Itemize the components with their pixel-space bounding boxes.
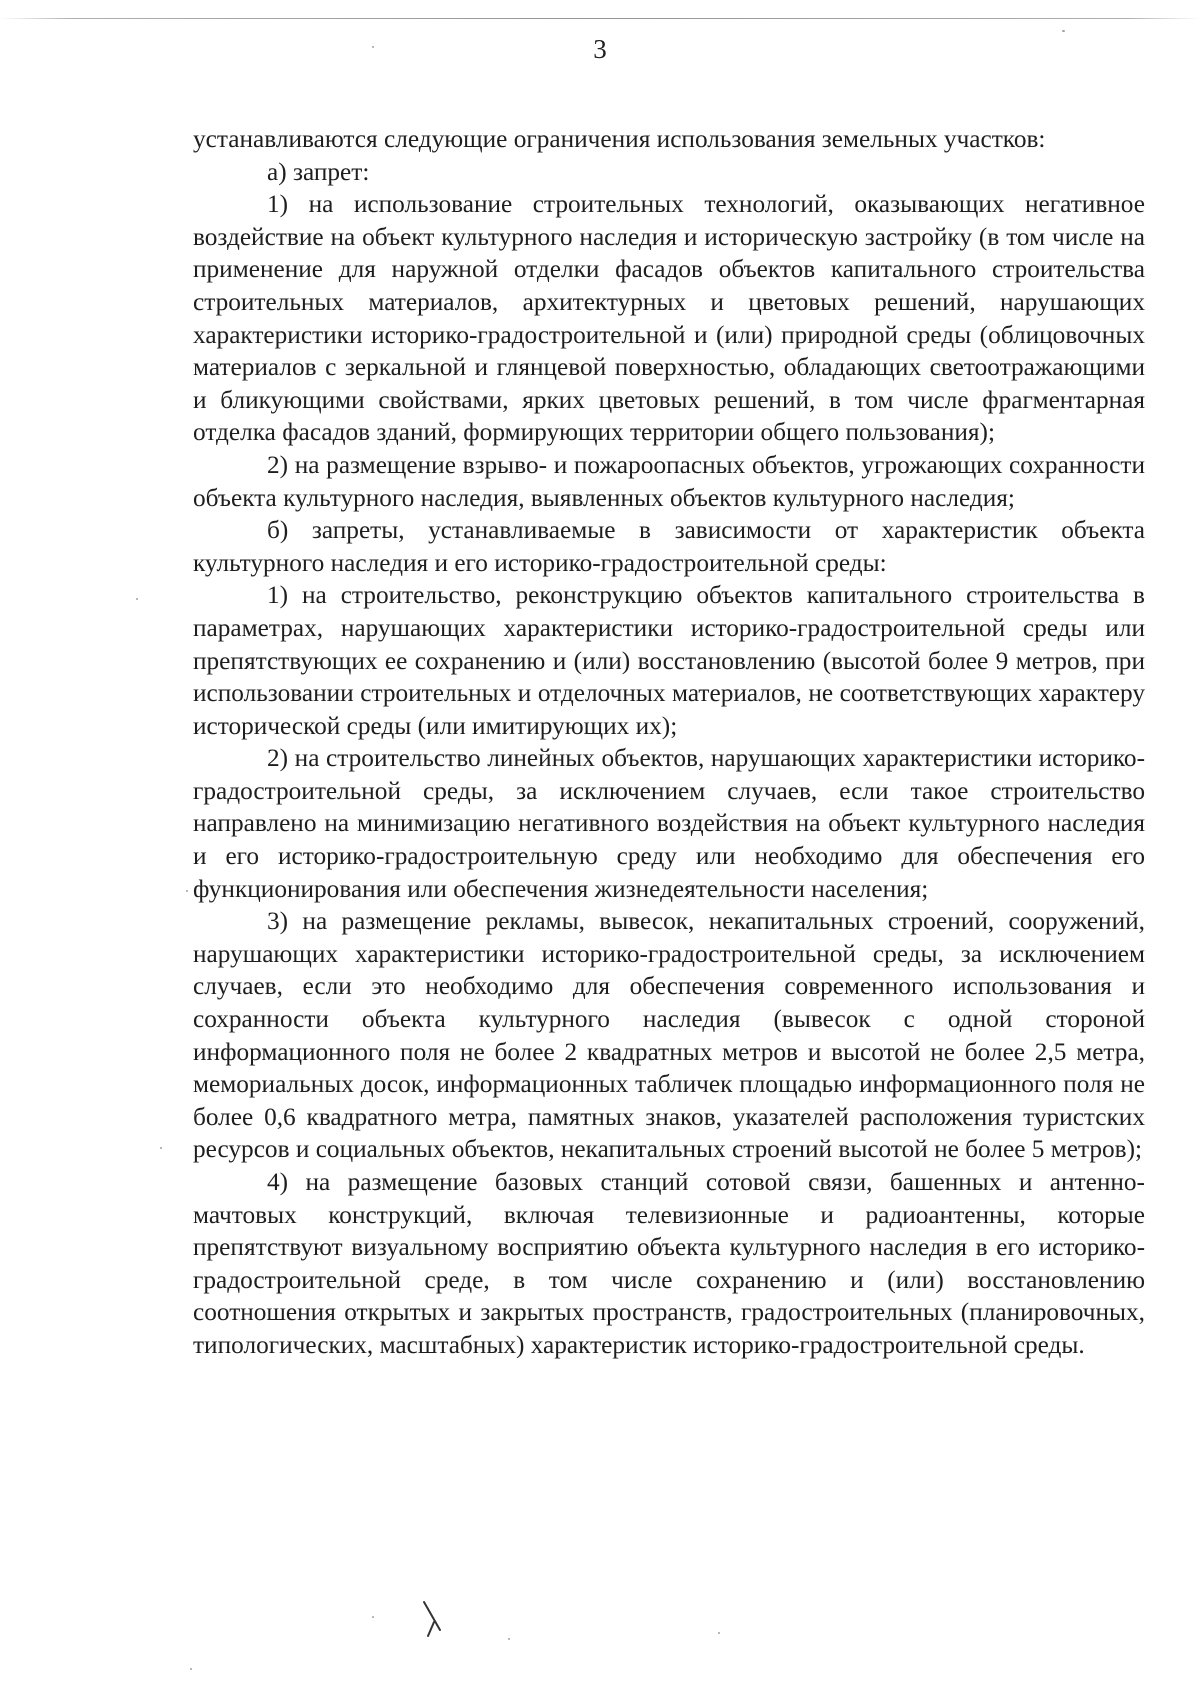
paragraph-item-b: б) запреты, устанавливаемые в зависимости от характеристик объекта культурного наследия и его историко-градостроительной среды: [193,516,1145,577]
scan-speck [508,1638,510,1640]
scan-top-edge-line [0,18,1200,19]
pen-mark-icon [420,1600,446,1640]
paragraph-item-b2: 2) на строительство линейных объектов, нарушающих характеристики историко-градостроительной среды, за исключением случаев, если такое строительство направлено на минимизацию негативного воздействия на объект культурного наследия и его историко-градостроительную среду или необходимо для обеспечения его функционирования или обеспечения жизнедеятельности населения; [193,744,1145,903]
scan-speck [1062,30,1065,32]
scan-speck [372,46,374,48]
paragraph-item-b1: 1) на строительство, реконструкцию объектов капитального строительства в параметрах, нарушающих характеристики историко-градостроительной среды или препятствующих ее сохранению и (или) восстановлению (высотой более 9 метров, при использовании строительных и отделочных материалов, не соответствующих характеру исторической среды (или имитирующих их); [193,581,1145,740]
paragraph-item-a1: 1) на использование строительных технологий, оказывающих негативное воздействие на объект культурного наследия и историческую застройку (в том числе на применение для наружной отделки фасадов объектов капитального строительства строительных материалов, архитектурных и цветовых решений, нарушающих характеристики историко-градостроительной и (или) природной среды (облицовочных материалов с зеркальной и глянцевой поверхностью, обладающих светоотражающими и бликующими свойствами, ярких цветовых решений, в том числе фрагментарная отделка фасадов зданий, формирующих территории общего пользования); [193,190,1145,447]
scan-speck [160,1147,162,1149]
paragraph-item-b3: 3) на размещение рекламы, вывесок, некапитальных строений, сооружений, нарушающих характеристики историко-градостроительной среды, за исключением случаев, если это необходимо для обеспечения современного использования и сохранности объекта культурного наследия (вывесок с одной стороной информационного поля не более 2 квадратных метров и высотой не более 2,5 метра, мемориальных досок, информационных табличек площадью информационного поля не более 0,6 квадратного метра, памятных знаков, указателей расположения туристских ресурсов и социальных объектов, некапитальных строений высотой не более 5 метров); [193,907,1145,1164]
paragraph-intro: устанавливаются следующие ограничения использования земельных участков: [193,125,1046,153]
scan-speck [718,1632,720,1634]
paragraph-item-b4: 4) на размещение базовых станций сотовой связи, башенных и антенно-мачтовых конструкций, включая телевизионные и радиоантенны, которые препятствуют визуальному восприятию объекта культурного наследия в его историко-градостроительной среде, в том числе сохранению и (или) восстановлению соотношения открытых и закрытых пространств, градостроительных (планировочных, типологических, масштабных) характеристик историко-градостроительной среды. [193,1168,1145,1359]
scan-speck [190,1668,192,1670]
document-body [193,123,1145,1362]
scan-speck [136,598,138,600]
paragraph-item-a: а) запрет: [267,157,370,186]
paragraph-item-a2: 2) на размещение взрыво- и пожароопасных объектов, угрожающих сохранности объекта культурного наследия, выявленных объектов культурного наследия; [193,450,1145,512]
scan-speck [372,1616,374,1618]
scan-speck [186,890,188,892]
page-number: 3 [593,34,607,64]
